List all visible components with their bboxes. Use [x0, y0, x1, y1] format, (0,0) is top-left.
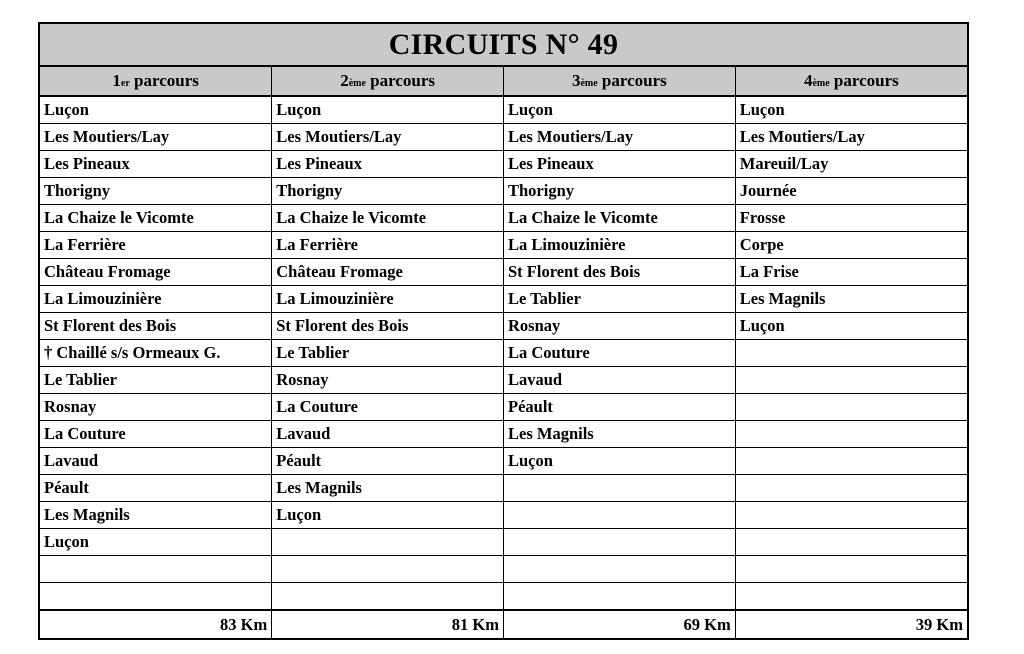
table-row: [40, 340, 967, 367]
column-header-4: 4 ème parcours: [735, 67, 967, 96]
total-distance-3: 69 Km: [504, 610, 736, 638]
stop-cell: Château Fromage: [40, 259, 272, 286]
stop-cell: La Couture: [272, 394, 504, 421]
stop-cell: Péault: [272, 448, 504, 475]
table-row: [40, 502, 967, 529]
stop-cell: Le Tablier: [272, 340, 504, 367]
table-row: [40, 394, 967, 421]
sheet-title: CIRCUITS N° 49: [40, 24, 967, 67]
stop-cell: Luçon: [40, 96, 272, 124]
stop-cell: Thorigny: [272, 178, 504, 205]
stop-cell: Les Moutiers/Lay: [40, 124, 272, 151]
stop-cell: Château Fromage: [272, 259, 504, 286]
stop-cell: Luçon: [735, 96, 967, 124]
stop-cell: La Chaize le Vicomte: [504, 205, 736, 232]
stop-cell: La Frise: [735, 259, 967, 286]
stop-cell: La Limouzinière: [504, 232, 736, 259]
stop-cell: [40, 583, 272, 611]
total-distance-2: 81 Km: [272, 610, 504, 638]
stop-cell: Lavaud: [40, 448, 272, 475]
stop-cell: [735, 475, 967, 502]
total-distance-4: 39 Km: [735, 610, 967, 638]
stop-cell: Les Moutiers/Lay: [735, 124, 967, 151]
totals-row: [40, 610, 967, 638]
stop-cell: Luçon: [504, 96, 736, 124]
stop-cell: Corpe: [735, 232, 967, 259]
stop-cell: La Chaize le Vicomte: [40, 205, 272, 232]
stop-cell: [735, 583, 967, 611]
table-row: [40, 259, 967, 286]
stop-cell: Péault: [40, 475, 272, 502]
table-row: [40, 367, 967, 394]
stop-cell: [735, 394, 967, 421]
stop-cell: Frosse: [735, 205, 967, 232]
stop-cell: [504, 529, 736, 556]
stop-cell: La Ferrière: [272, 232, 504, 259]
circuits-table: [40, 67, 967, 638]
stop-cell: Lavaud: [272, 421, 504, 448]
stop-cell: [504, 475, 736, 502]
table-row: [40, 313, 967, 340]
table-row: [40, 475, 967, 502]
stop-cell: St Florent des Bois: [272, 313, 504, 340]
stop-cell: [735, 421, 967, 448]
stop-cell: Les Magnils: [504, 421, 736, 448]
stop-cell: Rosnay: [504, 313, 736, 340]
table-row: [40, 583, 967, 611]
table-row: [40, 96, 967, 124]
stop-cell: [735, 340, 967, 367]
stop-cell: Les Magnils: [735, 286, 967, 313]
column-header-2: 2 ème parcours: [272, 67, 504, 96]
stop-cell: St Florent des Bois: [40, 313, 272, 340]
table-row: [40, 124, 967, 151]
stop-cell: [272, 556, 504, 583]
stop-cell: † Chaillé s/s Ormeaux G.: [40, 340, 272, 367]
stop-cell: Le Tablier: [40, 367, 272, 394]
stop-cell: Luçon: [272, 96, 504, 124]
stop-cell: Rosnay: [40, 394, 272, 421]
table-header-row: [40, 67, 967, 96]
table-row: [40, 205, 967, 232]
stop-cell: Thorigny: [504, 178, 736, 205]
column-header-1: 1 er parcours: [40, 67, 272, 96]
stop-cell: [735, 529, 967, 556]
stop-cell: Le Tablier: [504, 286, 736, 313]
table-row: [40, 448, 967, 475]
table-row: [40, 286, 967, 313]
table-row: [40, 421, 967, 448]
stop-cell: Les Pineaux: [504, 151, 736, 178]
stop-cell: [735, 367, 967, 394]
stop-cell: Journée: [735, 178, 967, 205]
stop-cell: [735, 448, 967, 475]
stop-cell: La Chaize le Vicomte: [272, 205, 504, 232]
stop-cell: [504, 502, 736, 529]
stop-cell: [272, 583, 504, 611]
stop-cell: Mareuil/Lay: [735, 151, 967, 178]
stop-cell: [735, 502, 967, 529]
stop-cell: Les Moutiers/Lay: [272, 124, 504, 151]
stop-cell: Luçon: [735, 313, 967, 340]
stop-cell: [272, 529, 504, 556]
table-row: [40, 232, 967, 259]
stop-cell: Thorigny: [40, 178, 272, 205]
circuits-sheet: [38, 22, 969, 640]
table-row: [40, 151, 967, 178]
stop-cell: [504, 556, 736, 583]
stop-cell: [504, 583, 736, 611]
total-distance-1: 83 Km: [40, 610, 272, 638]
stop-cell: La Limouzinière: [40, 286, 272, 313]
table-row: [40, 556, 967, 583]
table-row: [40, 178, 967, 205]
stop-cell: La Couture: [504, 340, 736, 367]
stop-cell: Luçon: [504, 448, 736, 475]
stop-cell: Les Pineaux: [40, 151, 272, 178]
stop-cell: La Couture: [40, 421, 272, 448]
stop-cell: Les Magnils: [272, 475, 504, 502]
stop-cell: Lavaud: [504, 367, 736, 394]
stop-cell: Luçon: [272, 502, 504, 529]
stop-cell: Les Moutiers/Lay: [504, 124, 736, 151]
stop-cell: La Ferrière: [40, 232, 272, 259]
stop-cell: Luçon: [40, 529, 272, 556]
column-header-3: 3 ème parcours: [504, 67, 736, 96]
stop-cell: Les Pineaux: [272, 151, 504, 178]
table-row: [40, 529, 967, 556]
stop-cell: Péault: [504, 394, 736, 421]
stop-cell: Les Magnils: [40, 502, 272, 529]
stop-cell: [735, 556, 967, 583]
stop-cell: St Florent des Bois: [504, 259, 736, 286]
stop-cell: La Limouzinière: [272, 286, 504, 313]
stop-cell: Rosnay: [272, 367, 504, 394]
stop-cell: [40, 556, 272, 583]
